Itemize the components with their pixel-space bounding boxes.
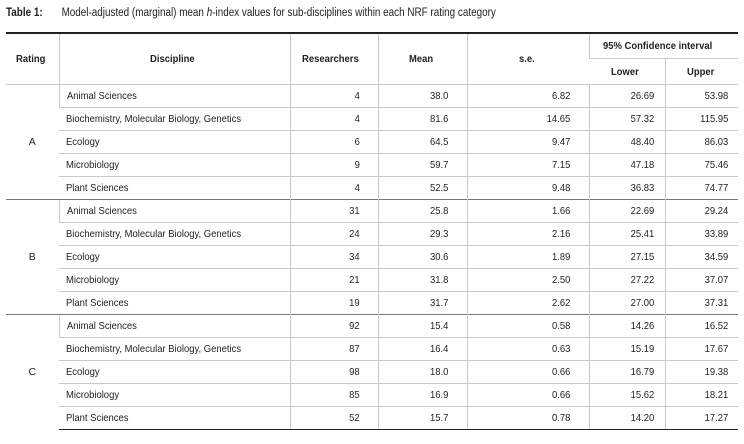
upper-cell: 17.67: [665, 338, 738, 361]
upper-cell: 16.52: [665, 315, 738, 338]
se-cell: 7.15: [467, 154, 589, 177]
researchers-cell: 85: [290, 384, 378, 407]
table-row: [6, 269, 738, 292]
lower-cell: 22.69: [589, 200, 665, 223]
lower-cell: 14.26: [589, 315, 665, 338]
table-body: [6, 85, 738, 430]
mean-cell: 25.8: [378, 200, 467, 223]
discipline-cell: Animal Sciences: [59, 85, 290, 108]
researchers-cell: 4: [290, 85, 378, 108]
discipline-cell: Plant Sciences: [59, 177, 290, 200]
researchers-cell: 52: [290, 407, 378, 430]
table-row: [6, 200, 738, 223]
mean-cell: 16.4: [378, 338, 467, 361]
lower-cell: 14.20: [589, 407, 665, 430]
table-row: [6, 85, 738, 108]
se-cell: 1.66: [467, 200, 589, 223]
researchers-cell: 6: [290, 131, 378, 154]
discipline-cell: Microbiology: [59, 269, 290, 292]
mean-cell: 15.4: [378, 315, 467, 338]
se-cell: 0.66: [467, 384, 589, 407]
table-caption: [6, 7, 496, 19]
lower-cell: 36.83: [589, 177, 665, 200]
se-cell: 0.63: [467, 338, 589, 361]
discipline-cell: Biochemistry, Molecular Biology, Genetics: [59, 223, 290, 246]
mean-cell: 38.0: [378, 85, 467, 108]
researchers-cell: 4: [290, 108, 378, 131]
caption-text-after: -index values for sub-disciplines within each NRF rating category: [212, 7, 496, 19]
header-discipline: Discipline: [59, 33, 290, 85]
researchers-cell: 21: [290, 269, 378, 292]
researchers-cell: 9: [290, 154, 378, 177]
lower-cell: 15.19: [589, 338, 665, 361]
table-row: [6, 177, 738, 200]
se-cell: 2.16: [467, 223, 589, 246]
header-mean: Mean: [378, 33, 467, 85]
table-row: [6, 131, 738, 154]
se-cell: 0.58: [467, 315, 589, 338]
researchers-cell: 4: [290, 177, 378, 200]
se-cell: 1.89: [467, 246, 589, 269]
upper-cell: 34.59: [665, 246, 738, 269]
upper-cell: 17.27: [665, 407, 738, 430]
table-row: [6, 108, 738, 131]
lower-cell: 47.18: [589, 154, 665, 177]
table-row: [6, 246, 738, 269]
header-researchers: Researchers: [290, 33, 378, 85]
se-cell: 9.47: [467, 131, 589, 154]
lower-cell: 16.79: [589, 361, 665, 384]
researchers-cell: 24: [290, 223, 378, 246]
header-upper: Upper: [665, 59, 738, 85]
lower-cell: 26.69: [589, 85, 665, 108]
discipline-cell: Biochemistry, Molecular Biology, Genetics: [59, 338, 290, 361]
table-row: [6, 315, 738, 338]
researchers-cell: 92: [290, 315, 378, 338]
upper-cell: 19.38: [665, 361, 738, 384]
caption-text: [62, 7, 496, 19]
se-cell: 2.62: [467, 292, 589, 315]
mean-cell: 16.9: [378, 384, 467, 407]
discipline-cell: Plant Sciences: [59, 407, 290, 430]
lower-cell: 57.32: [589, 108, 665, 131]
lower-cell: 25.41: [589, 223, 665, 246]
researchers-cell: 31: [290, 200, 378, 223]
mean-cell: 29.3: [378, 223, 467, 246]
discipline-cell: Microbiology: [59, 154, 290, 177]
mean-cell: 18.0: [378, 361, 467, 384]
researchers-cell: 34: [290, 246, 378, 269]
mean-cell: 64.5: [378, 131, 467, 154]
header-confidence-interval: 95% Confidence interval: [589, 33, 738, 59]
rating-cell: C: [6, 315, 59, 430]
rating-cell: B: [6, 200, 59, 315]
discipline-cell: Animal Sciences: [59, 200, 290, 223]
table-row: [6, 361, 738, 384]
upper-cell: 86.03: [665, 131, 738, 154]
table-row: [6, 384, 738, 407]
h-index-table: [6, 32, 738, 430]
lower-cell: 48.40: [589, 131, 665, 154]
mean-cell: 30.6: [378, 246, 467, 269]
mean-cell: 31.7: [378, 292, 467, 315]
upper-cell: 75.46: [665, 154, 738, 177]
mean-cell: 81.6: [378, 108, 467, 131]
mean-cell: 31.8: [378, 269, 467, 292]
table-row: [6, 292, 738, 315]
upper-cell: 37.07: [665, 269, 738, 292]
header-lower: Lower: [589, 59, 665, 85]
discipline-cell: Animal Sciences: [59, 315, 290, 338]
se-cell: 0.78: [467, 407, 589, 430]
se-cell: 0.66: [467, 361, 589, 384]
mean-cell: 52.5: [378, 177, 467, 200]
discipline-cell: Biochemistry, Molecular Biology, Genetics: [59, 108, 290, 131]
discipline-cell: Microbiology: [59, 384, 290, 407]
upper-cell: 29.24: [665, 200, 738, 223]
lower-cell: 27.22: [589, 269, 665, 292]
upper-cell: 53.98: [665, 85, 738, 108]
mean-cell: 15.7: [378, 407, 467, 430]
table-row: [6, 223, 738, 246]
se-cell: 2.50: [467, 269, 589, 292]
upper-cell: 115.95: [665, 108, 738, 131]
discipline-cell: Plant Sciences: [59, 292, 290, 315]
caption-text-italic: h: [206, 7, 213, 19]
table-header: [6, 33, 738, 85]
discipline-cell: Ecology: [59, 361, 290, 384]
researchers-cell: 87: [290, 338, 378, 361]
discipline-cell: Ecology: [59, 246, 290, 269]
upper-cell: 37.31: [665, 292, 738, 315]
lower-cell: 27.15: [589, 246, 665, 269]
header-rating: Rating: [6, 33, 59, 85]
lower-cell: 15.62: [589, 384, 665, 407]
upper-cell: 74.77: [665, 177, 738, 200]
researchers-cell: 19: [290, 292, 378, 315]
table-row: [6, 338, 738, 361]
caption-label: Table 1:: [6, 7, 43, 19]
table-row: [6, 407, 738, 430]
rating-cell: A: [6, 85, 59, 200]
upper-cell: 33.89: [665, 223, 738, 246]
upper-cell: 18.21: [665, 384, 738, 407]
discipline-cell: Ecology: [59, 131, 290, 154]
researchers-cell: 98: [290, 361, 378, 384]
header-se: s.e.: [467, 33, 589, 85]
se-cell: 9.48: [467, 177, 589, 200]
mean-cell: 59.7: [378, 154, 467, 177]
se-cell: 14.65: [467, 108, 589, 131]
caption-text-before: Model-adjusted (marginal) mean: [61, 7, 207, 19]
se-cell: 6.82: [467, 85, 589, 108]
lower-cell: 27.00: [589, 292, 665, 315]
table-row: [6, 154, 738, 177]
